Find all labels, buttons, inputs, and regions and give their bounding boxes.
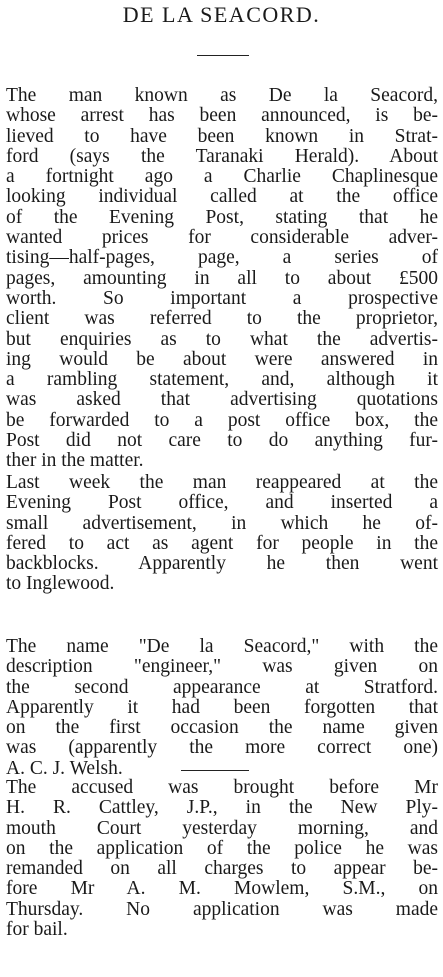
text-line: tising—half-pages, page, a series of [6,247,438,269]
headline-divider [197,55,249,56]
text-line: on the application of the police he was [6,837,438,859]
text-line: Last week the man reappeared at the [6,472,438,493]
paragraph-4 [6,778,438,940]
text-line: wanted prices for considerable adver- [6,227,438,249]
text-line: Evening Post office, and inserted a [6,492,438,514]
paragraph-3 [6,637,438,779]
text-line: pages, amounting in all to about £500 [6,267,438,289]
text-line: the second appearance at Stratford. [6,676,438,698]
text-line: was asked that advertising quotations [6,389,438,411]
text-line: mouth Court yesterday morning, and [6,817,438,839]
paragraph-2 [6,473,438,595]
text-line: remanded on all charges to appear be- [6,858,438,880]
text-line: ing would be about were answered in [6,348,438,370]
text-line: whose arrest has been announced, is be- [6,105,438,127]
text-line: fore Mr A. M. Mowlem, S.M., on [6,878,438,900]
text-line: description "engineer," was given on [6,656,438,678]
text-line: but enquiries as to what the advertis- [6,328,438,350]
text-line: A. C. J. Welsh. [6,757,123,779]
text-line: Thursday. No application was made [6,898,438,920]
text-line: H. R. Cattley, J.P., in the New Ply- [6,797,438,819]
text-line: on the first occasion the name given [6,717,438,739]
text-line: fered to act as agent for people in the [6,532,438,554]
text-line: lieved to have been known in Strat- [6,125,438,147]
paragraph-1 [6,86,438,472]
text-line: Post did not care to do anything fur- [6,430,438,452]
section-divider [181,770,249,771]
text-line: Apparently it had been forgotten that [6,696,438,718]
text-line: The name "De la Seacord," with the [6,636,438,657]
text-line: to Inglewood. [6,573,115,595]
headline: DE LA SEACORD. [122,2,321,27]
text-line: looking individual called at the office [6,186,438,208]
text-line: worth. So important a prospective [6,287,438,309]
text-line: The accused was brought before Mr [6,777,438,798]
text-line: ther in the matter. [6,450,144,472]
text-line: client was referred to the proprietor, [6,308,438,330]
text-line: The man known as De la Seacord, [6,85,438,106]
text-line: for bail. [6,919,68,941]
text-line: of the Evening Post, stating that he [6,206,438,228]
text-line: ford (says the Taranaki Herald). About [6,145,438,167]
text-line: small advertisement, in which he of- [6,512,438,534]
text-line: a rambling statement, and, although it [6,369,438,391]
text-line: backblocks. Apparently he then went [6,553,438,575]
text-line: be forwarded to a post office box, the [6,409,438,431]
text-line: a fortnight ago a Charlie Chaplinesque [6,166,438,188]
text-line: was (apparently the more correct one) [6,737,438,759]
